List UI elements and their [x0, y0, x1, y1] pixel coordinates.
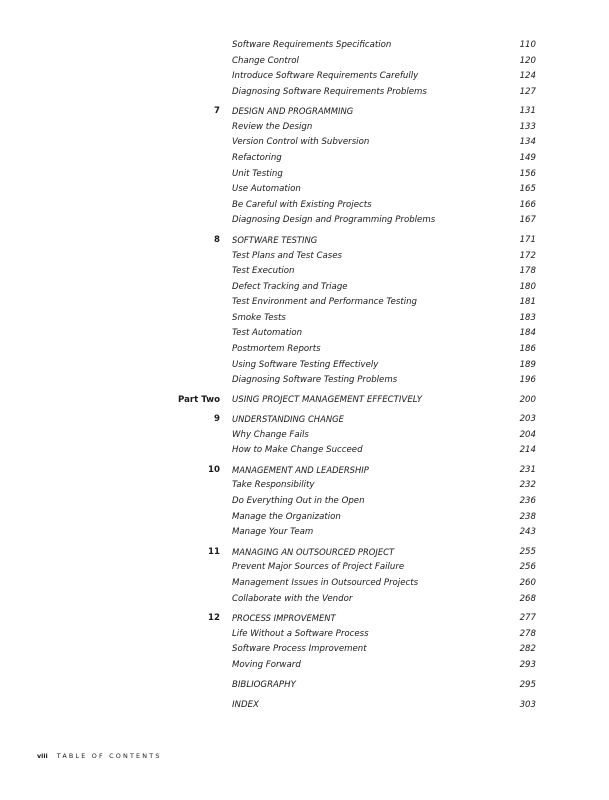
toc-page-number: 189 — [519, 359, 536, 370]
footer-page-number: viii — [37, 752, 48, 760]
toc-page-number: 134 — [519, 137, 536, 148]
toc-title: Be Careful with Existing Projects — [232, 199, 372, 210]
toc-page-number: 165 — [519, 184, 536, 195]
toc-title: Manage Your Team — [232, 527, 314, 538]
toc-entry — [0, 343, 609, 359]
toc-title: Test Automation — [232, 328, 303, 339]
toc-title: Manage the Organization — [232, 511, 341, 522]
toc-title: MANAGING AN OUTSOURCED PROJECT — [232, 546, 395, 557]
toc-title: Using Software Testing Effectively — [232, 359, 379, 370]
toc-page-number: 131 — [519, 106, 536, 117]
toc-title: Review the Design — [232, 121, 313, 132]
toc-page-number: 243 — [519, 527, 536, 538]
toc-entry — [0, 359, 609, 375]
toc-number: 10 — [208, 464, 220, 475]
toc-entry — [0, 327, 609, 343]
toc-title: Diagnosing Software Requirements Problems — [232, 86, 427, 97]
toc-page-number: 236 — [519, 496, 536, 507]
toc-page-number: 278 — [519, 628, 536, 639]
toc-title: DESIGN AND PROGRAMMING — [232, 106, 354, 117]
toc-entry — [0, 526, 609, 542]
toc-title: Test Plans and Test Cases — [232, 250, 343, 261]
toc-entry — [0, 250, 609, 266]
toc-entry — [0, 183, 609, 199]
toc-page-number: 303 — [519, 700, 536, 711]
toc-page-number: 200 — [519, 394, 536, 405]
page-footer — [37, 752, 162, 760]
toc-page-number: 232 — [519, 480, 536, 491]
toc-title: Diagnosing Software Testing Problems — [232, 375, 398, 386]
toc-title: Postmortem Reports — [232, 344, 321, 355]
toc-page-number: 183 — [519, 312, 536, 323]
toc-title: Do Everything Out in the Open — [232, 496, 365, 507]
toc-page-number: 167 — [519, 215, 536, 226]
toc-entry — [0, 374, 609, 390]
toc-number: 7 — [214, 106, 220, 117]
toc-title: How to Make Change Succeed — [232, 445, 363, 456]
toc-entry — [0, 511, 609, 527]
toc-chap-heading — [0, 413, 609, 429]
toc-title: Version Control with Subversion — [232, 137, 370, 148]
toc-title: Why Change Fails — [232, 429, 309, 440]
toc-title: INDEX — [232, 700, 259, 711]
toc-page-number: 124 — [519, 71, 536, 82]
toc-title: Use Automation — [232, 184, 301, 195]
toc-page-number: 120 — [519, 55, 536, 66]
toc-title: PROCESS IMPROVEMENT — [232, 613, 336, 624]
toc-title: Software Requirements Specification — [232, 40, 392, 50]
toc-entry — [0, 152, 609, 168]
toc-title: Defect Tracking and Triage — [232, 281, 348, 292]
toc-page-number: 180 — [519, 281, 536, 292]
toc-back-heading — [0, 699, 609, 715]
toc-page-number: 171 — [519, 234, 536, 245]
toc-page-number: 181 — [519, 297, 536, 308]
toc-title: Management Issues in Outsourced Projects — [232, 577, 419, 588]
toc-part-heading — [0, 394, 609, 410]
toc-entry — [0, 643, 609, 659]
toc-entry — [0, 628, 609, 644]
toc-page-number: 172 — [519, 250, 536, 261]
toc-title: USING PROJECT MANAGEMENT EFFECTIVELY — [232, 394, 422, 405]
toc-title: Unit Testing — [232, 168, 283, 179]
toc-title: BIBLIOGRAPHY — [232, 679, 296, 690]
toc-page-number: 295 — [519, 679, 536, 690]
toc-number: 11 — [208, 546, 220, 557]
toc-title: Test Environment and Performance Testing — [232, 297, 418, 308]
toc-page-number: 231 — [519, 464, 536, 475]
toc-chap-heading — [0, 612, 609, 628]
toc-entry — [0, 39, 609, 55]
toc-page-number: 277 — [519, 613, 536, 624]
toc-title: Smoke Tests — [232, 312, 286, 323]
toc-page-number: 110 — [519, 40, 536, 50]
toc-page-number: 186 — [519, 344, 536, 355]
toc-title: Prevent Major Sources of Project Failure — [232, 562, 405, 573]
toc-page-number: 149 — [519, 153, 536, 164]
toc-title: Life Without a Software Process — [232, 628, 369, 639]
toc-title: Collaborate with the Vendor — [232, 593, 353, 604]
toc-title: Diagnosing Design and Programming Problems — [232, 215, 436, 226]
toc-page-number: 238 — [519, 511, 536, 522]
table-of-contents — [0, 39, 609, 715]
toc-title: SOFTWARE TESTING — [232, 234, 318, 245]
toc-number: 12 — [208, 613, 220, 624]
toc-chap-heading — [0, 546, 609, 562]
toc-title: Take Responsibility — [232, 480, 315, 491]
toc-entry — [0, 86, 609, 102]
toc-page-number: 178 — [519, 266, 536, 277]
toc-back-heading — [0, 679, 609, 695]
toc-page-number: 214 — [519, 445, 536, 456]
toc-entry — [0, 577, 609, 593]
toc-entry — [0, 495, 609, 511]
toc-number: 8 — [214, 234, 220, 245]
toc-chap-heading — [0, 234, 609, 250]
toc-page-number: 166 — [519, 199, 536, 210]
toc-page-number: 184 — [519, 328, 536, 339]
footer-label: TABLE OF CONTENTS — [56, 752, 162, 760]
toc-title: Change Control — [232, 55, 299, 66]
toc-page-number: 133 — [519, 121, 536, 132]
toc-title: Introduce Software Requirements Carefully — [232, 71, 419, 82]
toc-entry — [0, 136, 609, 152]
toc-page-number: 156 — [519, 168, 536, 179]
toc-entry — [0, 70, 609, 86]
toc-entry — [0, 121, 609, 137]
toc-page-number: 127 — [519, 86, 536, 97]
toc-page-number: 256 — [519, 562, 536, 573]
toc-entry — [0, 312, 609, 328]
toc-entry — [0, 55, 609, 71]
toc-page-number: 204 — [519, 429, 536, 440]
toc-entry — [0, 265, 609, 281]
toc-entry — [0, 199, 609, 215]
toc-chap-heading — [0, 464, 609, 480]
toc-entry — [0, 593, 609, 609]
toc-entry — [0, 168, 609, 184]
toc-entry — [0, 429, 609, 445]
toc-entry — [0, 479, 609, 495]
toc-title: MANAGEMENT AND LEADERSHIP — [232, 464, 369, 475]
toc-entry — [0, 561, 609, 577]
toc-page-number: 203 — [519, 414, 536, 425]
toc-page-number: 255 — [519, 546, 536, 557]
toc-page-number: 293 — [519, 659, 536, 670]
toc-title: Software Process Improvement — [232, 644, 367, 655]
toc-title: UNDERSTANDING CHANGE — [232, 414, 344, 425]
toc-entry — [0, 659, 609, 675]
toc-entry — [0, 444, 609, 460]
toc-title: Test Execution — [232, 266, 295, 277]
toc-page-number: 260 — [519, 577, 536, 588]
toc-entry — [0, 214, 609, 230]
toc-title: Refactoring — [232, 153, 282, 164]
toc-title: Moving Forward — [232, 659, 301, 670]
toc-page-number: 282 — [519, 644, 536, 655]
toc-entry — [0, 296, 609, 312]
toc-entry — [0, 281, 609, 297]
toc-number: 9 — [214, 414, 220, 425]
toc-page-number: 196 — [519, 375, 536, 386]
toc-page-number: 268 — [519, 593, 536, 604]
toc-number: Part Two — [178, 394, 220, 405]
toc-chap-heading — [0, 105, 609, 121]
